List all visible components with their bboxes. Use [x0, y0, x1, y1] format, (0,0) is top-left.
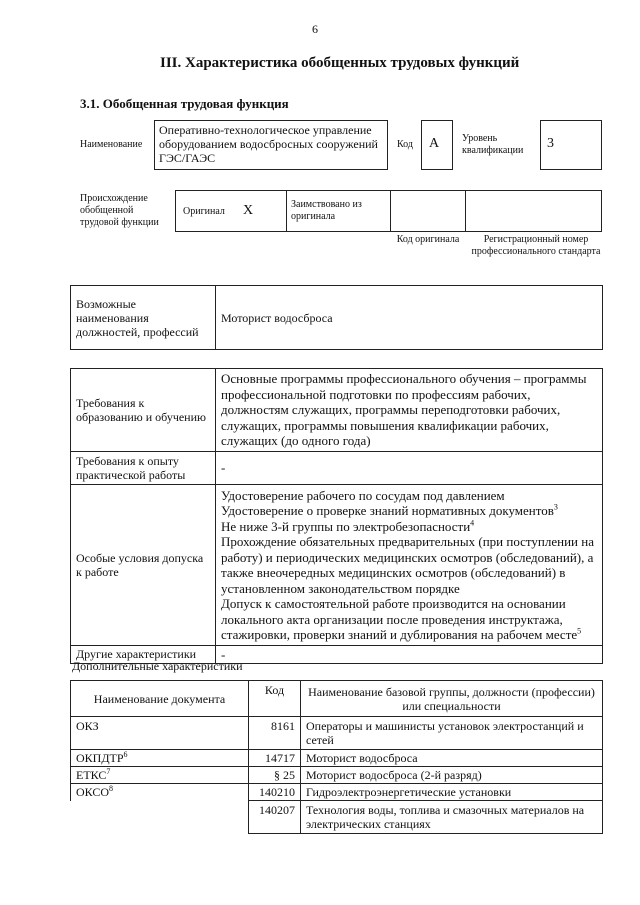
- other-label: Другие характеристики: [71, 645, 216, 664]
- registration-caption: Регистрационный номер профессионального стандарта: [471, 234, 601, 257]
- condition-1: Удостоверение рабочего по сосудам под давлением: [221, 487, 505, 503]
- origin-divider-1: [286, 190, 287, 232]
- additional-title: Дополнительные характеристики: [72, 659, 243, 673]
- doc-name: ЕТКС: [76, 768, 107, 782]
- row-name: Технология воды, топлива и смазочных материалов на электрических станциях: [301, 801, 603, 834]
- table-row: [71, 767, 603, 784]
- code-value: А: [429, 136, 440, 151]
- code-label: Код: [397, 139, 413, 150]
- level-label: Уровень квалификации: [462, 133, 524, 156]
- origin-box: [175, 190, 602, 232]
- origin-divider-3: [465, 190, 466, 232]
- footnote-5: 5: [577, 626, 582, 636]
- positions-label: Возможные наименования должностей, профессий: [71, 286, 216, 350]
- condition-3: Не ниже 3-й группы по электробезопасности$^4$: [221, 518, 475, 534]
- name-label: Наименование: [80, 139, 143, 150]
- additional-table: [70, 680, 603, 834]
- experience-label: Требования к опыту практической работы: [71, 451, 216, 484]
- education-label: Требования к образованию и обучению: [71, 369, 216, 452]
- row-name: Моторист водосброса: [301, 750, 603, 767]
- other-value: -: [216, 645, 603, 664]
- function-name-box: [154, 120, 388, 170]
- origin-label: Происхождение обобщенной трудовой функции: [80, 193, 159, 228]
- experience-value: -: [216, 451, 603, 484]
- footnote-6: 6: [123, 750, 128, 759]
- positions-table: [70, 285, 603, 350]
- conditions-value: [216, 484, 603, 645]
- doc-name: ОКПДТР: [76, 751, 124, 765]
- section-title: III. Характеристика обобщенных трудовых функций: [160, 55, 520, 71]
- doc-name: ОКСО: [76, 785, 110, 800]
- original-label: Оригинал: [183, 206, 225, 217]
- code-original-caption: Код оригинала: [396, 234, 460, 245]
- table-row: [71, 801, 603, 834]
- row-code: § 25: [249, 767, 301, 784]
- header-name: Наименование базовой группы, должности (профессии) или специальности: [301, 681, 603, 717]
- row-code: 8161: [249, 717, 301, 750]
- row-code: 140207: [249, 801, 301, 834]
- condition-5: Допуск к самостоятельной работе производится на основании локального акта организации после проведения инструктажа, стажировки, проверки знаний и дублирования на рабочем месте$^5$: [221, 596, 582, 642]
- footnote-3: 3: [553, 502, 558, 512]
- row-code: 140210: [249, 784, 301, 801]
- row-name: Операторы и машинисты установок электростанций и сетей: [301, 717, 603, 750]
- level-value: 3: [547, 136, 554, 151]
- row-name: Моторист водосброса (2-й разряд): [301, 767, 603, 784]
- borrowed-label: Заимствовано из оригинала: [291, 199, 362, 222]
- code-box: [421, 120, 453, 170]
- header-document: Наименование документа: [71, 681, 249, 717]
- requirements-table: [70, 368, 603, 664]
- condition-4: Прохождение обязательных предварительных (при поступлении на работу) и периодических медицинских осмотров (обследований), а также внеочередных медицинских осмотров (обследований) в установленном законодательством порядке: [221, 534, 594, 596]
- header-code: Код: [249, 681, 301, 717]
- row-code: 14717: [249, 750, 301, 767]
- origin-divider-2: [390, 190, 391, 232]
- positions-value: Моторист водосброса: [216, 286, 603, 350]
- education-value: Основные программы профессионального обучения – программы профессиональной подготовки по профессиям рабочих, должностям служащих, программы переподготовки рабочих, служащих, программы повышения квалификации рабочих, служащих (до одного года): [216, 369, 603, 452]
- footnote-8: 8: [109, 784, 114, 794]
- footnote-4: 4: [470, 518, 475, 528]
- table-row: [71, 784, 603, 801]
- function-name-value: Оперативно-технологическое управление оборудованием водосбросных сооружений ГЭС/ГАЭС: [159, 123, 378, 165]
- table-row: [71, 750, 603, 767]
- subsection-title: 3.1. Обобщенная трудовая функция: [80, 96, 289, 111]
- condition-2: Удостоверение о проверке знаний нормативных документов$^3$: [221, 502, 558, 518]
- conditions-label: Особые условия допуска к работе: [71, 484, 216, 645]
- page-number: 6: [312, 22, 318, 36]
- original-mark: X: [243, 203, 254, 218]
- table-row: [71, 717, 603, 750]
- level-box: [540, 120, 602, 170]
- doc-name: ОКЗ: [76, 719, 99, 733]
- row-name: Гидроэлектроэнергетические установки: [301, 784, 603, 801]
- footnote-7: 7: [106, 767, 111, 776]
